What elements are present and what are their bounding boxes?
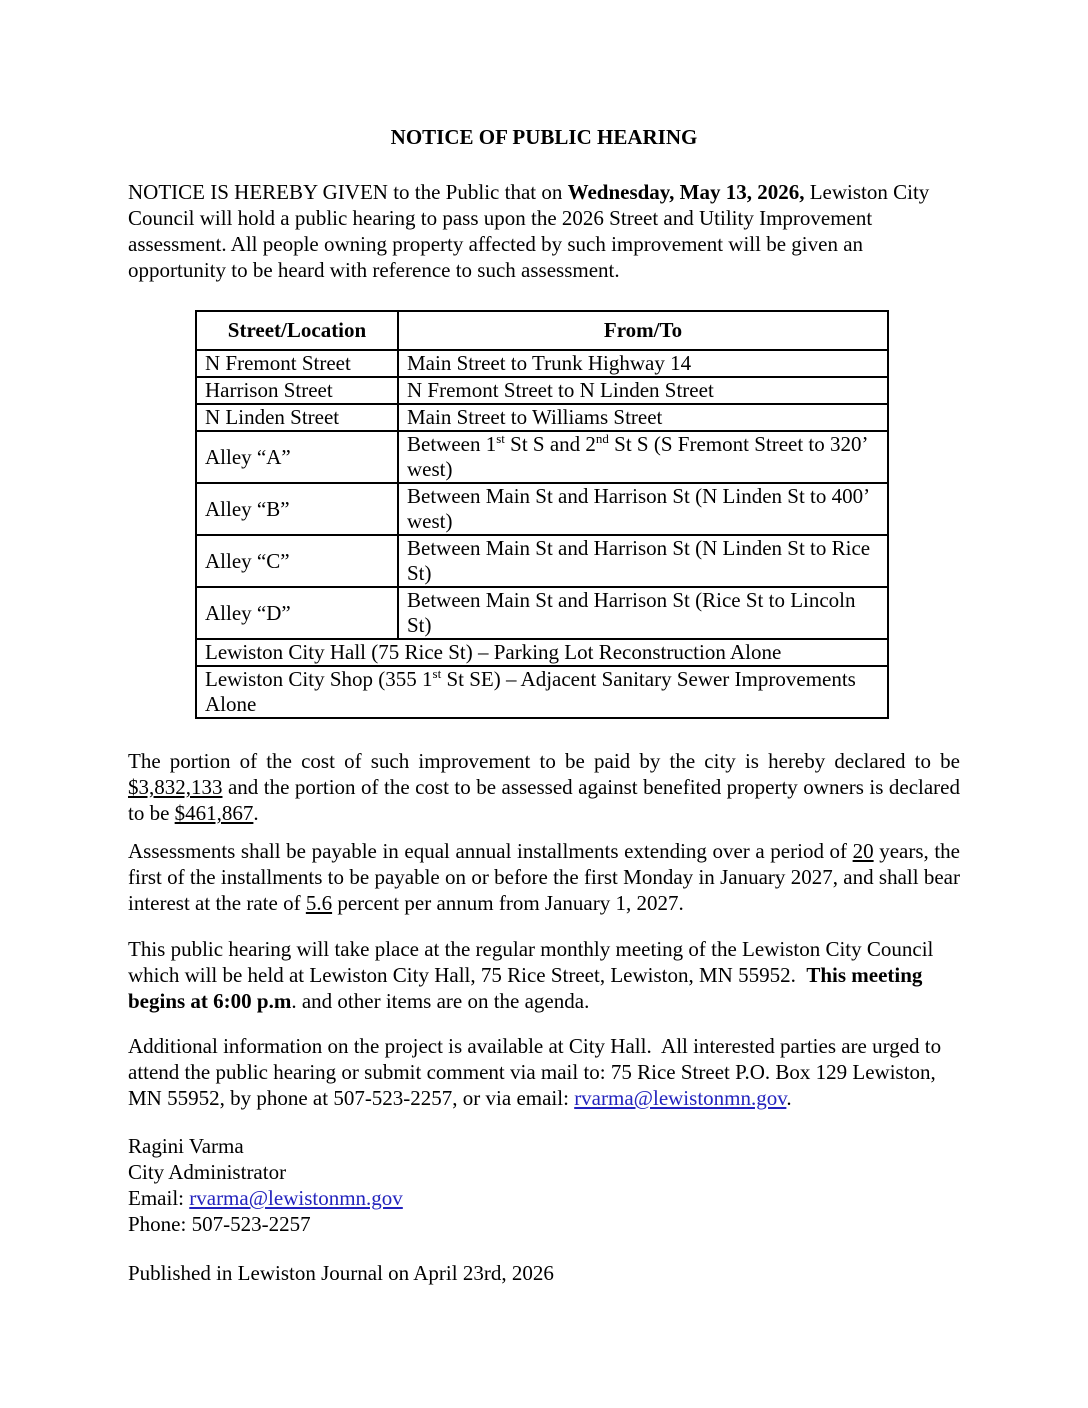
text-run: Alley “C” <box>205 548 290 573</box>
text-run: st <box>496 431 505 446</box>
table-row <box>196 483 888 535</box>
text-run: Alley “D” <box>205 600 291 625</box>
text-run: years, the first of the installments to be payable on or before the first Monday in January 2027, and shall bear interest at the rate of <box>128 839 960 915</box>
cell-from-to <box>398 377 888 404</box>
text-run: N Fremont Street to N Linden Street <box>407 378 714 402</box>
column-header-from-to: From/To <box>398 311 888 350</box>
info-paragraph <box>128 1033 960 1111</box>
text-run: Main Street to Trunk Highway 14 <box>407 351 692 375</box>
intro-paragraph <box>128 179 960 283</box>
table-row <box>196 377 888 404</box>
text-run: The portion of the cost of such improvement to be paid by the city is hereby declared to be <box>128 749 960 773</box>
cell-from-to <box>398 483 888 535</box>
text-run: N Fremont Street <box>205 351 351 375</box>
signature-phone-line: Phone: 507-523-2257 <box>128 1212 311 1236</box>
text-run: $3,832,133 <box>128 775 223 799</box>
email-link[interactable]: rvarma@lewistonmn.gov <box>574 1086 787 1110</box>
text-run: Lewiston City Council will hold a public hearing to pass upon the 2026 Street and Utility Improvement assessment. All people owning property affected by such improvement will be given an opportunity to be heard with reference to such assessment. <box>128 180 935 282</box>
text-run: 5.6 <box>305 891 333 915</box>
text-run: NOTICE IS HEREBY GIVEN to the Public that on <box>128 180 568 204</box>
signature-block <box>128 1133 960 1237</box>
cell-from-to <box>398 404 888 431</box>
text-run: N Linden Street <box>205 405 340 429</box>
cell-from-to <box>398 431 888 483</box>
text-run: St S (S Fremont Street to 320’ west) <box>407 432 867 481</box>
cell-from-to <box>398 350 888 377</box>
text-run: Between Main St and Harrison St (N Linden St to 400’ west) <box>407 484 869 533</box>
text-run: Alley “B” <box>205 496 290 521</box>
text-run: Between 1 <box>407 432 497 456</box>
text-run: St SE) – Adjacent Sanitary Sewer Improvements Alone <box>205 667 856 716</box>
signature-email-line <box>128 1185 960 1211</box>
text-run: . <box>253 801 259 825</box>
text-run: Between Main St and Harrison St (Rice St to Lincoln St) <box>407 588 856 637</box>
cost-paragraph <box>128 748 960 826</box>
cell-from-to <box>398 587 888 639</box>
text-run: Alley “A” <box>205 444 291 469</box>
text-run: Lewiston City Shop (355 1 <box>205 667 433 691</box>
cell-location <box>196 587 398 639</box>
table-row <box>196 587 888 639</box>
cell-city-shop <box>196 666 888 718</box>
text-run: nd <box>595 431 609 446</box>
text-run: Lewiston City Hall (75 Rice St) – Parking Lot Reconstruction Alone <box>205 640 782 664</box>
table-row-full-width <box>196 639 888 666</box>
text-run: Email: <box>128 1186 190 1210</box>
text-run: percent per annum from January 1, 2027. <box>332 891 684 915</box>
cell-location <box>196 483 398 535</box>
cell-location <box>196 404 398 431</box>
table-row <box>196 404 888 431</box>
text-run: Main Street to Williams Street <box>407 405 663 429</box>
table-row <box>196 350 888 377</box>
cell-location <box>196 535 398 587</box>
hearing-paragraph <box>128 936 960 1014</box>
cell-city-hall <box>196 639 888 666</box>
cell-location <box>196 350 398 377</box>
signature-name: Ragini Varma <box>128 1134 244 1158</box>
table-row <box>196 431 888 483</box>
table-header-row <box>196 311 888 350</box>
publication-note: Published in Lewiston Journal on April 23rd, 2026 <box>128 1261 554 1285</box>
table-row-full-width <box>196 666 888 718</box>
text-run: This meeting begins at 6:00 p.m <box>128 963 928 1013</box>
column-header-street-location: Street/Location <box>196 311 398 350</box>
improvements-table <box>195 310 889 719</box>
text-run: Additional information on the project is available at City Hall. All interested parties are urged to attend the public hearing or submit comment via mail to: 75 Rice Street P.O. Box 129 Lewiston, MN 55952, by phone at 507-523-2257, or via email: <box>128 1034 947 1110</box>
text-run: St S and 2 <box>504 432 596 456</box>
text-run: 20 <box>852 839 874 863</box>
text-run: $461,867 <box>174 801 254 825</box>
text-run: . <box>786 1086 792 1110</box>
assessments-paragraph <box>128 838 960 916</box>
email-link[interactable]: rvarma@lewistonmn.gov <box>189 1186 403 1210</box>
text-run: and the portion of the cost to be assessed against benefited property owners is declared to be <box>128 775 960 825</box>
text-run: Assessments shall be payable in equal annual installments extending over a period of <box>128 839 853 863</box>
signature-role: City Administrator <box>128 1160 287 1184</box>
text-run: Wednesday, May 13, 2026, <box>567 180 805 204</box>
page-title: NOTICE OF PUBLIC HEARING <box>390 125 698 149</box>
text-run: Harrison Street <box>205 378 333 402</box>
cell-from-to <box>398 535 888 587</box>
text-run: This public hearing will take place at the regular monthly meeting of the Lewiston City Council which will be held at Lewiston City Hall, 75 Rice Street, Lewiston, MN 55952. <box>128 937 939 987</box>
text-run: Between Main St and Harrison St (N Linden St to Rice St) <box>407 536 871 585</box>
text-run: st <box>432 666 442 681</box>
cell-location <box>196 377 398 404</box>
cell-location <box>196 431 398 483</box>
table-row <box>196 535 888 587</box>
text-run: . and other items are on the agenda. <box>291 989 590 1013</box>
